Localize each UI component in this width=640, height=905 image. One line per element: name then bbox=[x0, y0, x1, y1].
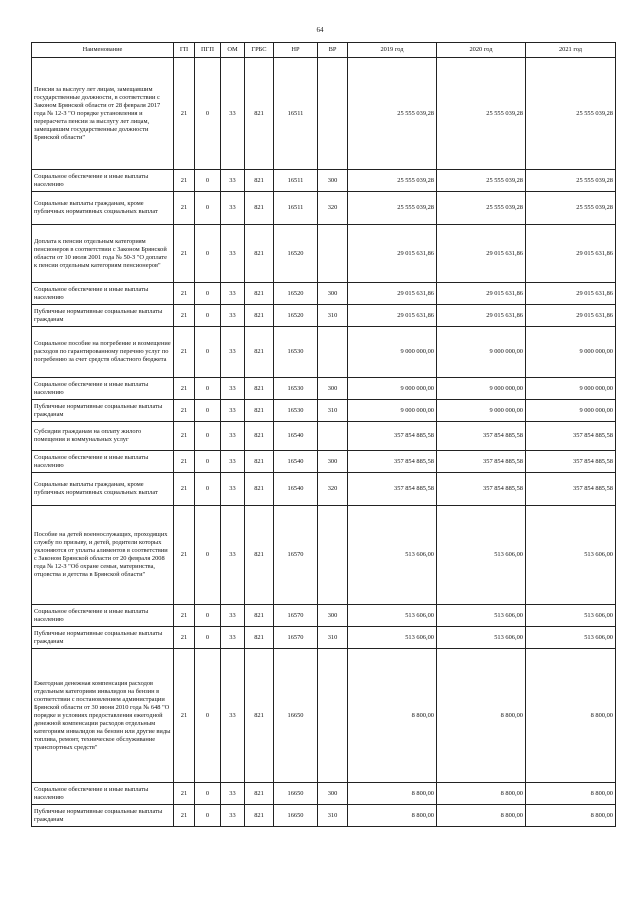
om-cell: 33 bbox=[221, 451, 245, 473]
table-row bbox=[32, 649, 616, 783]
table-row bbox=[32, 473, 616, 506]
vr-cell: 320 bbox=[318, 192, 348, 225]
row-name: Социальные выплаты гражданам, кроме публичных нормативных социальных выплат bbox=[32, 192, 174, 225]
amount-2020: 357 854 885,58 bbox=[437, 473, 526, 506]
amount-2020: 29 015 631,86 bbox=[437, 283, 526, 305]
amount-2019: 29 015 631,86 bbox=[348, 225, 437, 283]
header-name: Наименование bbox=[32, 43, 174, 58]
amount-2019: 29 015 631,86 bbox=[348, 305, 437, 327]
amount-2020: 25 555 039,28 bbox=[437, 58, 526, 170]
gp-cell: 21 bbox=[174, 58, 195, 170]
amount-2021: 29 015 631,86 bbox=[526, 283, 616, 305]
amount-2019: 8 800,00 bbox=[348, 783, 437, 805]
amount-2020: 357 854 885,58 bbox=[437, 451, 526, 473]
pgp-cell: 0 bbox=[195, 192, 221, 225]
amount-2020: 29 015 631,86 bbox=[437, 225, 526, 283]
amount-2019: 513 606,00 bbox=[348, 605, 437, 627]
header-om: ОМ bbox=[221, 43, 245, 58]
om-cell: 33 bbox=[221, 473, 245, 506]
vr-cell: 310 bbox=[318, 305, 348, 327]
grbs-cell: 821 bbox=[245, 305, 274, 327]
pgp-cell: 0 bbox=[195, 783, 221, 805]
grbs-cell: 821 bbox=[245, 451, 274, 473]
header-row bbox=[32, 43, 616, 58]
om-cell: 33 bbox=[221, 170, 245, 192]
nr-cell: 16570 bbox=[274, 506, 318, 605]
nr-cell: 16650 bbox=[274, 649, 318, 783]
nr-cell: 16540 bbox=[274, 451, 318, 473]
grbs-cell: 821 bbox=[245, 170, 274, 192]
nr-cell: 16650 bbox=[274, 805, 318, 827]
om-cell: 33 bbox=[221, 283, 245, 305]
amount-2021: 8 800,00 bbox=[526, 805, 616, 827]
table-row bbox=[32, 225, 616, 283]
table-row bbox=[32, 305, 616, 327]
gp-cell: 21 bbox=[174, 422, 195, 451]
amount-2020: 513 606,00 bbox=[437, 605, 526, 627]
row-name: Социальное пособие на погребение и возмещение расходов по гарантированному перечню услуг по погребению за счет средств областного бюджета bbox=[32, 327, 174, 378]
amount-2019: 25 555 039,28 bbox=[348, 170, 437, 192]
nr-cell: 16520 bbox=[274, 225, 318, 283]
gp-cell: 21 bbox=[174, 378, 195, 400]
amount-2020: 8 800,00 bbox=[437, 649, 526, 783]
amount-2019: 513 606,00 bbox=[348, 627, 437, 649]
om-cell: 33 bbox=[221, 783, 245, 805]
amount-2020: 513 606,00 bbox=[437, 627, 526, 649]
budget-table bbox=[31, 42, 616, 827]
grbs-cell: 821 bbox=[245, 473, 274, 506]
amount-2019: 9 000 000,00 bbox=[348, 327, 437, 378]
grbs-cell: 821 bbox=[245, 58, 274, 170]
amount-2020: 8 800,00 bbox=[437, 783, 526, 805]
om-cell: 33 bbox=[221, 305, 245, 327]
amount-2020: 29 015 631,86 bbox=[437, 305, 526, 327]
pgp-cell: 0 bbox=[195, 506, 221, 605]
amount-2021: 9 000 000,00 bbox=[526, 378, 616, 400]
row-name: Пособие на детей военнослужащих, проходящих службу по призыву, и детей, родители которых уклоняются от уплаты алиментов в соответствии с Законом Брянской области от 20 февраля 2008 года № 12-З "Об охране семьи, материнства, отцовства и детства в Брянской области" bbox=[32, 506, 174, 605]
table-row bbox=[32, 422, 616, 451]
nr-cell: 16520 bbox=[274, 283, 318, 305]
vr-cell bbox=[318, 649, 348, 783]
vr-cell bbox=[318, 327, 348, 378]
table-row bbox=[32, 58, 616, 170]
gp-cell: 21 bbox=[174, 192, 195, 225]
om-cell: 33 bbox=[221, 225, 245, 283]
gp-cell: 21 bbox=[174, 473, 195, 506]
amount-2019: 357 854 885,58 bbox=[348, 422, 437, 451]
grbs-cell: 821 bbox=[245, 783, 274, 805]
grbs-cell: 821 bbox=[245, 192, 274, 225]
grbs-cell: 821 bbox=[245, 649, 274, 783]
amount-2021: 25 555 039,28 bbox=[526, 192, 616, 225]
nr-cell: 16540 bbox=[274, 422, 318, 451]
vr-cell: 300 bbox=[318, 378, 348, 400]
pgp-cell: 0 bbox=[195, 422, 221, 451]
row-name: Пенсия за выслугу лет лицам, замещавшим государственные должности, в соответствии с Законом Брянской области от 28 февраля 2017 года № 12-З "О порядке установления и перерасчета пенсии за выслугу лет лицам, замещавшим государственные должности Брянской области" bbox=[32, 58, 174, 170]
gp-cell: 21 bbox=[174, 305, 195, 327]
gp-cell: 21 bbox=[174, 605, 195, 627]
grbs-cell: 821 bbox=[245, 378, 274, 400]
grbs-cell: 821 bbox=[245, 400, 274, 422]
row-name: Субсидии гражданам на оплату жилого помещения и коммунальных услуг bbox=[32, 422, 174, 451]
row-name: Публичные нормативные социальные выплаты гражданам bbox=[32, 627, 174, 649]
row-name: Социальные выплаты гражданам, кроме публичных нормативных социальных выплат bbox=[32, 473, 174, 506]
amount-2021: 357 854 885,58 bbox=[526, 451, 616, 473]
om-cell: 33 bbox=[221, 627, 245, 649]
om-cell: 33 bbox=[221, 58, 245, 170]
gp-cell: 21 bbox=[174, 327, 195, 378]
pgp-cell: 0 bbox=[195, 400, 221, 422]
vr-cell: 320 bbox=[318, 473, 348, 506]
amount-2020: 9 000 000,00 bbox=[437, 378, 526, 400]
table-row bbox=[32, 400, 616, 422]
om-cell: 33 bbox=[221, 400, 245, 422]
pgp-cell: 0 bbox=[195, 451, 221, 473]
amount-2019: 357 854 885,58 bbox=[348, 473, 437, 506]
pgp-cell: 0 bbox=[195, 283, 221, 305]
amount-2021: 513 606,00 bbox=[526, 506, 616, 605]
pgp-cell: 0 bbox=[195, 605, 221, 627]
grbs-cell: 821 bbox=[245, 422, 274, 451]
vr-cell: 300 bbox=[318, 605, 348, 627]
amount-2019: 9 000 000,00 bbox=[348, 378, 437, 400]
om-cell: 33 bbox=[221, 192, 245, 225]
vr-cell: 310 bbox=[318, 805, 348, 827]
header-grbs: ГРБС bbox=[245, 43, 274, 58]
vr-cell bbox=[318, 506, 348, 605]
header-pgp: ПГП bbox=[195, 43, 221, 58]
vr-cell: 300 bbox=[318, 283, 348, 305]
table-row bbox=[32, 170, 616, 192]
table-row bbox=[32, 327, 616, 378]
amount-2021: 29 015 631,86 bbox=[526, 225, 616, 283]
amount-2020: 513 606,00 bbox=[437, 506, 526, 605]
nr-cell: 16570 bbox=[274, 627, 318, 649]
amount-2021: 25 555 039,28 bbox=[526, 170, 616, 192]
row-name: Социальное обеспечение и иные выплаты населению bbox=[32, 783, 174, 805]
vr-cell bbox=[318, 58, 348, 170]
table-row bbox=[32, 378, 616, 400]
gp-cell: 21 bbox=[174, 400, 195, 422]
om-cell: 33 bbox=[221, 805, 245, 827]
amount-2019: 513 606,00 bbox=[348, 506, 437, 605]
pgp-cell: 0 bbox=[195, 305, 221, 327]
vr-cell: 300 bbox=[318, 451, 348, 473]
pgp-cell: 0 bbox=[195, 473, 221, 506]
table-row bbox=[32, 627, 616, 649]
page-number: 64 bbox=[316, 26, 324, 34]
grbs-cell: 821 bbox=[245, 225, 274, 283]
nr-cell: 16650 bbox=[274, 783, 318, 805]
table-row bbox=[32, 605, 616, 627]
nr-cell: 16530 bbox=[274, 378, 318, 400]
table-row bbox=[32, 283, 616, 305]
pgp-cell: 0 bbox=[195, 170, 221, 192]
om-cell: 33 bbox=[221, 649, 245, 783]
gp-cell: 21 bbox=[174, 649, 195, 783]
amount-2020: 25 555 039,28 bbox=[437, 192, 526, 225]
amount-2021: 357 854 885,58 bbox=[526, 422, 616, 451]
vr-cell: 300 bbox=[318, 170, 348, 192]
pgp-cell: 0 bbox=[195, 649, 221, 783]
grbs-cell: 821 bbox=[245, 283, 274, 305]
amount-2021: 357 854 885,58 bbox=[526, 473, 616, 506]
om-cell: 33 bbox=[221, 327, 245, 378]
amount-2020: 8 800,00 bbox=[437, 805, 526, 827]
header-vr: ВР bbox=[318, 43, 348, 58]
gp-cell: 21 bbox=[174, 627, 195, 649]
row-name: Социальное обеспечение и иные выплаты населению bbox=[32, 605, 174, 627]
amount-2019: 25 555 039,28 bbox=[348, 192, 437, 225]
vr-cell bbox=[318, 422, 348, 451]
om-cell: 33 bbox=[221, 506, 245, 605]
nr-cell: 16511 bbox=[274, 170, 318, 192]
pgp-cell: 0 bbox=[195, 627, 221, 649]
gp-cell: 21 bbox=[174, 451, 195, 473]
nr-cell: 16530 bbox=[274, 327, 318, 378]
row-name: Социальное обеспечение и иные выплаты населению bbox=[32, 283, 174, 305]
grbs-cell: 821 bbox=[245, 805, 274, 827]
gp-cell: 21 bbox=[174, 283, 195, 305]
header-2020: 2020 год bbox=[437, 43, 526, 58]
pgp-cell: 0 bbox=[195, 378, 221, 400]
row-name: Социальное обеспечение и иные выплаты населению bbox=[32, 451, 174, 473]
header-2021: 2021 год bbox=[526, 43, 616, 58]
amount-2019: 357 854 885,58 bbox=[348, 451, 437, 473]
amount-2021: 513 606,00 bbox=[526, 627, 616, 649]
header-2019: 2019 год bbox=[348, 43, 437, 58]
table-row bbox=[32, 192, 616, 225]
vr-cell bbox=[318, 225, 348, 283]
amount-2020: 9 000 000,00 bbox=[437, 327, 526, 378]
gp-cell: 21 bbox=[174, 225, 195, 283]
vr-cell: 310 bbox=[318, 400, 348, 422]
vr-cell: 310 bbox=[318, 627, 348, 649]
row-name: Доплата к пенсии отдельным категориям пенсионеров в соответствии с Законом Брянской области от 10 июля 2001 года № 50-З "О доплате к пенсии отдельным категориям пенсионеров" bbox=[32, 225, 174, 283]
om-cell: 33 bbox=[221, 378, 245, 400]
amount-2019: 8 800,00 bbox=[348, 805, 437, 827]
amount-2019: 29 015 631,86 bbox=[348, 283, 437, 305]
amount-2020: 357 854 885,58 bbox=[437, 422, 526, 451]
grbs-cell: 821 bbox=[245, 506, 274, 605]
gp-cell: 21 bbox=[174, 506, 195, 605]
gp-cell: 21 bbox=[174, 170, 195, 192]
table-row bbox=[32, 506, 616, 605]
row-name: Публичные нормативные социальные выплаты гражданам bbox=[32, 400, 174, 422]
amount-2021: 9 000 000,00 bbox=[526, 400, 616, 422]
grbs-cell: 821 bbox=[245, 627, 274, 649]
table-row bbox=[32, 805, 616, 827]
nr-cell: 16570 bbox=[274, 605, 318, 627]
om-cell: 33 bbox=[221, 422, 245, 451]
gp-cell: 21 bbox=[174, 805, 195, 827]
pgp-cell: 0 bbox=[195, 805, 221, 827]
om-cell: 33 bbox=[221, 605, 245, 627]
header-nr: НР bbox=[274, 43, 318, 58]
table-row bbox=[32, 451, 616, 473]
amount-2020: 25 555 039,28 bbox=[437, 170, 526, 192]
amount-2021: 8 800,00 bbox=[526, 783, 616, 805]
grbs-cell: 821 bbox=[245, 605, 274, 627]
vr-cell: 300 bbox=[318, 783, 348, 805]
table-row bbox=[32, 783, 616, 805]
amount-2019: 8 800,00 bbox=[348, 649, 437, 783]
amount-2019: 9 000 000,00 bbox=[348, 400, 437, 422]
header-gp: ГП bbox=[174, 43, 195, 58]
gp-cell: 21 bbox=[174, 783, 195, 805]
amount-2021: 9 000 000,00 bbox=[526, 327, 616, 378]
amount-2021: 29 015 631,86 bbox=[526, 305, 616, 327]
row-name: Ежегодная денежная компенсация расходов отдельным категориям инвалидов на бензин в соответствии с постановлением администрации Брянской области от 30 июня 2010 года № 648 "О порядке и условиях предоставления ежегодной денежной компенсации расходов отдельным категориям инвалидов на бензин или другие виды топлива, ремонт, техническое обслуживание транспортных средств" bbox=[32, 649, 174, 783]
row-name: Публичные нормативные социальные выплаты гражданам bbox=[32, 805, 174, 827]
row-name: Публичные нормативные социальные выплаты гражданам bbox=[32, 305, 174, 327]
nr-cell: 16540 bbox=[274, 473, 318, 506]
amount-2021: 8 800,00 bbox=[526, 649, 616, 783]
amount-2021: 25 555 039,28 bbox=[526, 58, 616, 170]
nr-cell: 16520 bbox=[274, 305, 318, 327]
amount-2021: 513 606,00 bbox=[526, 605, 616, 627]
amount-2019: 25 555 039,28 bbox=[348, 58, 437, 170]
row-name: Социальное обеспечение и иные выплаты населению bbox=[32, 378, 174, 400]
pgp-cell: 0 bbox=[195, 225, 221, 283]
amount-2020: 9 000 000,00 bbox=[437, 400, 526, 422]
nr-cell: 16530 bbox=[274, 400, 318, 422]
row-name: Социальное обеспечение и иные выплаты населению bbox=[32, 170, 174, 192]
nr-cell: 16511 bbox=[274, 58, 318, 170]
pgp-cell: 0 bbox=[195, 58, 221, 170]
grbs-cell: 821 bbox=[245, 327, 274, 378]
pgp-cell: 0 bbox=[195, 327, 221, 378]
nr-cell: 16511 bbox=[274, 192, 318, 225]
